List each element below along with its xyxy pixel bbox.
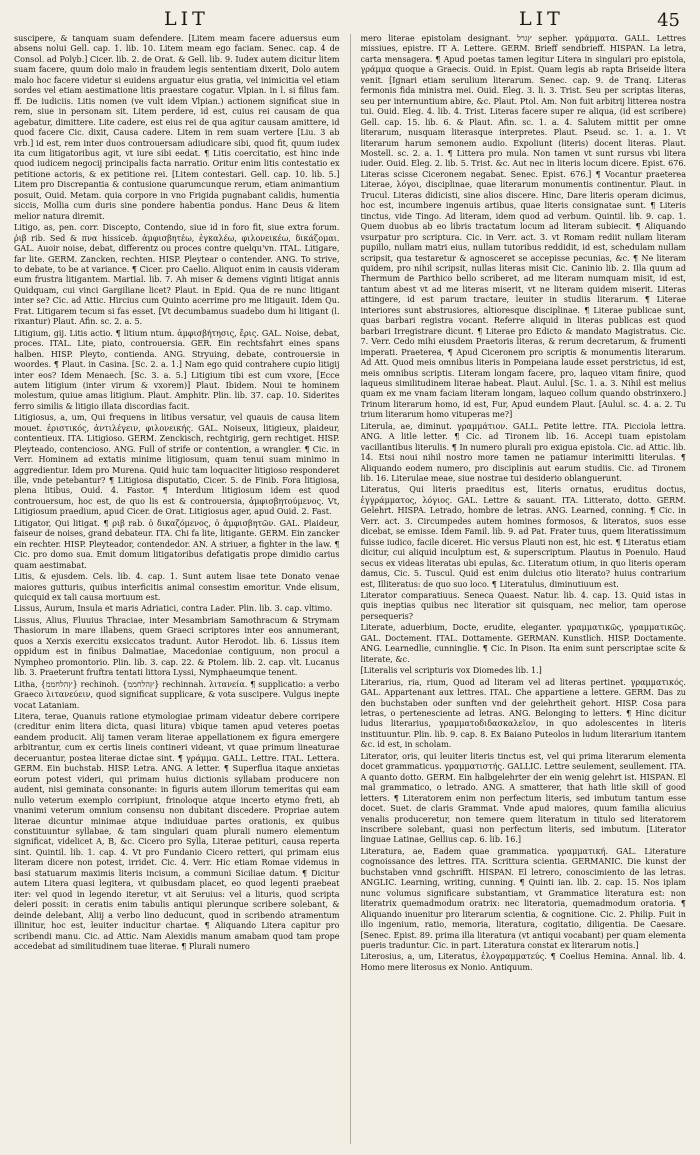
running-head-right: LIT (519, 8, 564, 30)
entry-litigiosus: Litigiosus, a, um, Qui frequens in litibus versatur, vel quauis de causa litem mouet. ἐριστικός, ἀντιλέγειν, φιλονεικής. GAL. Noiseux, litigieux, plaideur, contentieux. ITA. Litigioso. GERM. Zenckisch, rechtgirig, gern rechtiget. HISP. Pleyteado, contencioso. ANG. Full of strife or contention, a wrangler. ¶ Cic. in Verr. Hominem ad extatis minime litigiosum, quam tenui suam minimo in aggredientur. Idem pro Murena. Quid huic tam loquaciter litigioso responderet ille, vnde petebantur? ¶ Litigiosa disputatio, Cicer. 5. de Finib. Fora litigiosa, plena litibus, Ouid. 4. Fastor. ¶ Interdum litigiosum idem est quod controuersum, hoc est, de quo lis est & controuersia, ἀμφισβητούμενος. Vt, Litigiosum praedium, apud Cicer. de Orat. Litigiosus ager, apud Ouid. 2. Fast. (14, 413, 340, 517)
entry-lisae: Litis, & ejusdem. Cels. lib. 4. cap. 1. Sunt autem lisae tete Donato venae maiores gutturis, quibus interficitis animal consestim emoritur. Vnde elisum, quicquid ex tali causa mortuum est. (14, 572, 340, 603)
entry-litigium: Litigium, gij. Litis actio. ¶ litium ntum. ἀμφισβήτησις, ἔρις. GAL. Noise, debat, proces. ITAL. Lite, piato, controuersia. GER. Ein rechtsfahrt eines spans halben. HISP. Pleyto, contienda. ANG. Stryuing, debate, controuersie in woordes. ¶ Plaut. in Casina. [Sc. 2. a. 1.] Nam ego quid contrahere cupio litigij inter eos? Idem Menaech. [Sc. 3. a. 5.] Litigium tibi est cum vxore, [Ecce autem litigium (inter virum & vxorem)] Plaut. Ibidem. Noui te hominem molestum, quiue amas litigium. Plaut. Amphitr. Plin. lib. 37. cap. 10. Siderites ferro similis & litigio illata discordias facit. (14, 328, 340, 411)
entry-lis: suscipere, & tanquam suam defendere. [Litem meam facere aduersus eum absens nolui Gell. cap. 1. lib. 10. Litem meam ego faciam. Senec. cap. 4 de Consol. ad Polyb.] Cicer. lib. 2. de Orat. & Gell. lib. 9. Iudex autem dicitur litem suam facere, quum dolo malo in fraudem legis sententiam dixerit, Dolo autem malo hoc facere videtur si euidens arguatur eius gratia, vel inimicitia vel etiam sordes vel etiam aestimatione litis praestare cogatur. Vlpian. in l. si filius fam. ff. De iudiciis. Litis nomen (ve vult idem Vlpian.) actionem significat siue in rem, siue in personam sit. Litem perdere, id est, cuius rei causam de qua agebatur, dimittere. Lite cadere, est eius rei de qua agitur causam amittere, id quod facere Cic. dixit, Causa cadere. Litem in rem suam vertere [Liu. 3 ab vrb.] id est, rem inter duos controuersam adiudicare sibi, quod fit, quum iudex ita cum litigatoribus agit, vt iure sibi eedat. ¶ Litis coercitatio, est hinc inde quod iudicem negocij principalis facta narratio. Oritur enim litis contestatio ex petitione actoris, & ex petitione rei. [Litem contestari. Gell. cap. 10. lib. 5.] Litem pro Discrepantia & contusione quarumcunque rerum, etiam animantium posuit, Ouid. Metam. quia corpore in vno Frigida pugnabant calidis, humentia siccis, Mollia cum duris sine pondere habentia pondus. Hanc Deus & litem melior natura diremit. (14, 34, 340, 221)
column-divider (350, 34, 351, 1144)
entry-literula: Literula, ae, diminut. γραμμάτιον. GALL. Petite lettre. ITA. Picciola lettra. ANG. A litle letter. ¶ Cic. ad Tironem lib. 16. Accepi tuam epistolam vacillantibus literulis. ¶ In numero plurali pro exigua epistola. Cic. ad Attic. lib. 14. Etsi noui nihil nostro more tamen ne patiamur interimitti literulas. ¶ Aliquando eodem numero, pro disciplinis aut earum studiis. Cic. ad Tironem lib. 16. Literulae meae, siue nostrae tui desiderio oblanguerunt. (360, 421, 686, 484)
entry-literalis: [Literalis vel scripturis vox Diomedes lib. 1.] (360, 666, 542, 676)
entry-lissus-fluuius: Lissus, Alius, Fluuius Thraciae, inter Mesambriam Samothracum & Strymam Thasiorum in mare illabens, quem Graeci scriptores inter eos annumerant, quos a Xerxis exercitu exsiccatos tradunt. Autor Herodot. lib. 6. Lissus item oppidum est in finibus Dalmatiae, Macedoniae contiguum, non procul a Nympheo promontorio. Plin. lib. 3. cap. 22. & Ptolem. lib. 2. cap. vlt. Lucanus lib. 3. Praeterunt fruftra tentati littora Lyssi, Nymphaeumque tenent. (14, 615, 340, 678)
entry-litigator: Litigator, Qui litigat. ¶ ριβ rab. ὁ δικαζόμενος, ὁ ἀμφισβητῶν. GAL. Plaideur, faiseur de noises, grand debateur. ITA. Chi fa lite, litigante. GERM. Ein zancker ein rechter. HISP. Pleyteador, contendedor. AN. A striuer, a fighter in the law. ¶ Cic. pro domo sua. Emit domum litigatoribus defatigatis prope dimidio carius quam aestimabat. (14, 518, 340, 570)
running-head-left: LIT (164, 8, 209, 30)
entry-literatura: Literatura, ae, Eadem quae grammatica. γραμματική. GAL. Literature cognoissance des lettres. ITA. Scrittura scientia. GERMANIC. Die kunst der buchstaben vnnd gschrifft. HISPAN. El letrero, conoscimiento de las letras. ANGLIC. Learning, writing, cunning. ¶ Quinti ian. lib. 2. cap. 15. Nos iplam nunc volumus significare substantiam, vt Grammatice literatura est: non literatrix quemadmodum oratrix: nec literatoria, quemadmodum oratoria. ¶ Aliquando inuenitur pro literarum scientia, & cognitione. Cic. 2. Philip. Fuit in illo ingenium, ratio, memoria, literatura, cogitatio, diligentia. De Caesare. [Senec. Epist. 89. prima illa literatura (vt antiqui vocabant) per quam elementa pueris traduntur. Cic. in part. Literatura constat ex literarum notis.] (360, 846, 686, 950)
entry-litera: Litera, terae, Quanuis ratione etymologiae primam videatur debere corripere (creditur enim litera dicta, quasi litura) vbique tamen apud veteres poetas eandem producit. Alij tamen veram literae appellationem ex figura emergere arbitrantur, cum ex certis lineis contineri videant, vt quae primum lineaturae deceruantur, postea literae dictae sint. ¶ γράμμα. GALL. Lettre. ITAL. Lettera. GERM. Ein buchstab. HISP. Letra. ANG. A letter. ¶ Superflua itaque anxietas eorum potest videri, qui primam huius dictionis syllabam producere non audent, nisi geminata consonante: in figuris autem illorum temeritas qui eam nullo veterum exemplo corripiunt, frinoloque atque incerto etymo freti, ab vnanimi veterum omnium consensu non dubitant discedere. Propriae autem literae dicuntur minimae atque indiuiduae partes orationis, ex quibus constituuntur syllabae, & tam singulari quam plurali numero elementum significat, videlicet A, B, &c. Cicero pro Sylla, Literae petituri, causa reperta sint. Quintil. lib. 1. cap. 4. Vt pro Fundanio Cicero retteri, qui primam eius literam dicere non potest, irridet. Cic. 4. Verr. Hic etiam Romae videmus in basi statuarum maximis literis incisum, a communi Siciliae datum. ¶ Dicitur autem Litera quasi legitera, vt quibusdam placet, eo quod legenti praebeat iter: vel quod in legendo iteretur, vt ait Seruius: vel a lituris, quod scripta deleri possit: in ceratis enim tabulis antiqui plerunque scribere solebant, & deinde delebant, Aliij a verbo lino deducunt, quod in scribendo atramentum illinitur, hoc est, leuiter inducitur chartae. ¶ Aliquando Litera capitur pro scribendi manu. Cic. ad Attic. Nam Alexidis manum amabam quod tam prope accedebat ad similitudinem tuae literae. ¶ Plurali numero (14, 712, 340, 951)
left-column (14, 34, 340, 1144)
entry-literarius: Literarius, ria, rium, Quod ad literam vel ad literas pertinet. γραμματικός. GAL. Appartenant aux lettres. ITAL. Che appartiene a lettere. GERM. Das zu den buchstaben oder sunften vnd der gelehrtheit gehort. HISP. Cosa para letras, o pertenesciente ad letras. ANG. Belonging to letters. ¶ Hinc dicitur ludus literarius, γραμματοδιδασκαλεῖον, in quo adolescentes in literis instituuntur. Plin. lib. 9. cap. 8. Ex Baiano Puteolos in ludum literarium itantem &c. id est, in scholam. (360, 677, 686, 750)
entry-litera-continued: mero literae epistolam designant. ץגרל sepher. γράμματα. GALL. Lettres missiues, epistre. IT A. Lettere. GERM. Brieff sendbrieff. HISPAN. La letra, carta mensagera. ¶ Apud poetas tamen legitur Litera in singulari pro epistola, γράμμα quoque a Graecis. Ouid. in Epist. Quam legis ab rapta Briseide litera venit. [Ignari etiam serulium literarum. Senec. cap. 9. de Tranq. Literas fermonis fida ministra mei. Ouid. Eleg. 3. li. 3. Trist. Seu per scriptas literas, seu per internuntium abire, &c. Plaut. Ptol. Am. Non fuit arbitrij litterea nostra tui. Ouid. Eleg. 4. lib. 4. Trist. Literas facere super re aliqua, (id est scribere) Gell. cap. 15. lib. 6. & Plaut. Afin. sc. 1. a. 4. Salutem mittit per omne literarum, nusquam literasque interpretes. Plaut. Pseud. sc. 1. a. 1. Vt literarum harum semonem audio. Expoliunt (literis) docent literas. Plaut. Mostell. sc. 2. a. 1. ¶ Littera pro mula. Non tamen vt sunt rursus vbi litera iuder. Ouid. Eleg. 2. lib. 5. Trist. &c. Aut nec in literis locum dicere. Epist. 676. Literas scisse Ciceronem negabat. Senec. Epist. 676.] ¶ Vocantur praeterea Literae, λόγοι, disciplinae, quae literarum monumentis continentur. Plaut. in Trucul. Literas didicisti, sine alios discere. Hinc, Dare literis operam dicimus, hoc est, incumbere ingenuis artibus, quae literis consignatae sunt. ¶ Literis tinctus, vide Tingo. Ad literam, idem quod ad verbum. Quintil. lib. 9. cap. 1. Quem duobus ab eo libris tractatum locum ad literam subiecit. ¶ Aliquando vsurpatur pro scriptura. Cic. in Verr. act. 3. vt Romam rediit nullam literam pupillo, nullam matri eius, nullam tutoribus reddidit, id est, schedulam nullam scripsit, qua testaretur & agnosceret se accepisse pecunias, &c. ¶ Ne literam quidem, pro nihil scripsit, nullas literas misit Cic. Caninio lib. 2. Illa quum ad Thermum de Parthico bello scriberet, ad me literam numquam misit, id est, tantum abest vt ad me literas miserit, vt ne literam quidem miserit. Literas attingere, id est parum tractare, leuiter in studiis literarum. ¶ Literae interiores sunt abstrusiores, altioresque disciplinae. ¶ Literae publicae sunt, quas barbari registra vocant. Referre aliquid in literas publicas est quod barbari Irregistrare dicunt. ¶ Literae pro Edicto & mandato Magistratus. Cic. 7. Verr. Cedo mihi eiusdem Praetoris literas, & rerum decretarum, & frumenti imperati. Praeterea, ¶ Apud Ciceronem pro scriptis & monumentis literarum. Ad Att. Quod meis omnibus literis in Pompeiana laude esset perstrictus, id est, meis omnibus scriptis. Literam longam facere, pro, laqueo vitam finire, quod laqueus similitudinem literae habeat. Plaut. Aulul. [Sc. 1. a. 3. Nihil est melius quam ex me vnam faciam literam longam, laqueo collum quando obstrinxero.] Trinum literarum homo, id est, Fur, Apud eundem Plaut. [Aulul. sc. 4. a. 2. Tu trium literarum homo vituperas me?] (360, 34, 686, 420)
entry-literatior: Literator comparatiuus. Seneca Quaest. Natur. lib. 4. cap. 13. Quid istas in quis ineptias quibus nec literatior sit quisquam, nec melior, tam operose persequeris? (360, 591, 686, 621)
right-column (361, 34, 687, 1144)
two-column-body (14, 34, 686, 1144)
entry-literator: Literator, oris, qui leuiter literis tinctus est, vel qui prima literarum elementa docet grammaticus. γραμματιστής. GALLIC. Lettre seulement, seullement. ITA. A quanto dotto. GERM. Ein halbgelehrter der ein wenig gelehrt ist. HISPAN. El mal grammatico, o letrado. ANG. A smatterer, that hath litle skill of good letters. ¶ Literatorem enim non perfectum literis, sed imbutum tantum esse docet. Suet. de claris Grammat. Vnde apud maiores, quum familia alicuius venalis produceretur, non temere quem literatum in titulo sed literatorem inscribere solebant, quasi non perfectum literis, sed imbutum. [Literator linguae Latinae, Gellius cap. 6. lib. 16.] (360, 751, 686, 845)
page-number: 45 (657, 10, 680, 31)
entry-literatus: Literatus, Qui literis praeditus est, literis ornatus, eruditus doctus, ἐγγράμματος, λόγιος. GAL. Lettre & sauant. ITA. Litterato, dotto. GERM. Gelehrt. HISPA. Letrado, hombre de letras. ANG. Learned, conning. ¶ Cic. in Verr. act. 3. Circumpedes autem homines formosos, & literatos, suos esse dicebat, se emisse. Idem Famil. lib. 9. ad Pat. Frater tuus, quem literatissimum fuisse iudico, facile diceret. Hic versus Plauti non est, hic est. ¶ Literatus etiam dicitur, cui aliquid inculptum est, & superscriptum. Plautus in Poenulo. Haud secus ex videas literatas ubi epulas, &c. Literatum otium, in quo literis operam damus, Cic. 5. Tuscul. Quid est enim dulcius otio literato? huius contrarium est, Illiteratus: de quo suo loco. ¶ Literatulus, diminutiuum est. (360, 485, 686, 589)
entry-literosius: Literosius, a, um, Literatus, ἐλογραμματεύς. ¶ Coelius Hemina. Annal. lib. 4. Homo mere literosus ex Nonio. Antiquum. (360, 952, 686, 972)
entry-litigo: Litigo, as, pen. corr. Discepto, Contendo, siue id in foro fit, siue extra forum. ῥιβ rib. Sed & πνα hissiceb. ἀμφισβητέω, ἐγκαλέω, φιλονεικέω, δικάζομαι. GAL. Auoir noise, debat, differentz ou proces contre quelqu'vn. ITAL. Litigare, far lite. GERM. Zancken, rechten. HISP. Pleytear o contender. ANG. To strive, to debate, to be at variance. ¶ Cicer. pro Caelio. Aliquot enim in causis videram eum frustra litigantem. Martial. lib. 7. Ah miser & demens viginti litigat annis Quidquam, cui vinci Gargiliane licet? Plaut. in Epid. Qua de re nunc litigant inter se? Cic. ad Attic. Hircius cum Quinto acerrime pro me litigauit. Idem Qu. Frat. Litigarem tecum si fas esset. [Vt decumbamus suadebo dum hi litigant (l. rixantur) Plaut. Afin. sc. 2. a. 5. (14, 223, 340, 327)
entry-literate: Literate, aduerbium, Docte, erudite, eleganter. γραμματικῶς, γραμματικῶς. GAL. Doctement. ITAL. Dottamente. GERMAN. Kunstlich. HISP. Doctamente. ANG. Learnedlie, cunninglie. ¶ Cic. In Pison. Ita enim sunt perscriptae scite & literate, &c. (360, 623, 686, 664)
running-header (14, 6, 686, 34)
entry-litha: Litha, {ץהלחממ} rechinoh. {ץהלחממ} rechinnah. λιτανεία. ¶ supplicatio: a verbo Graeco λιτανεύειν, quod significat supplicare, & vota suscipere. Vulgus inepte vocat Lataniam. (14, 679, 340, 710)
entry-lissus-insula: Lissus, Aurum, Insula et maris Adriatici, contra Lader. Plin. lib. 3. cap. vltimo. (14, 604, 333, 614)
